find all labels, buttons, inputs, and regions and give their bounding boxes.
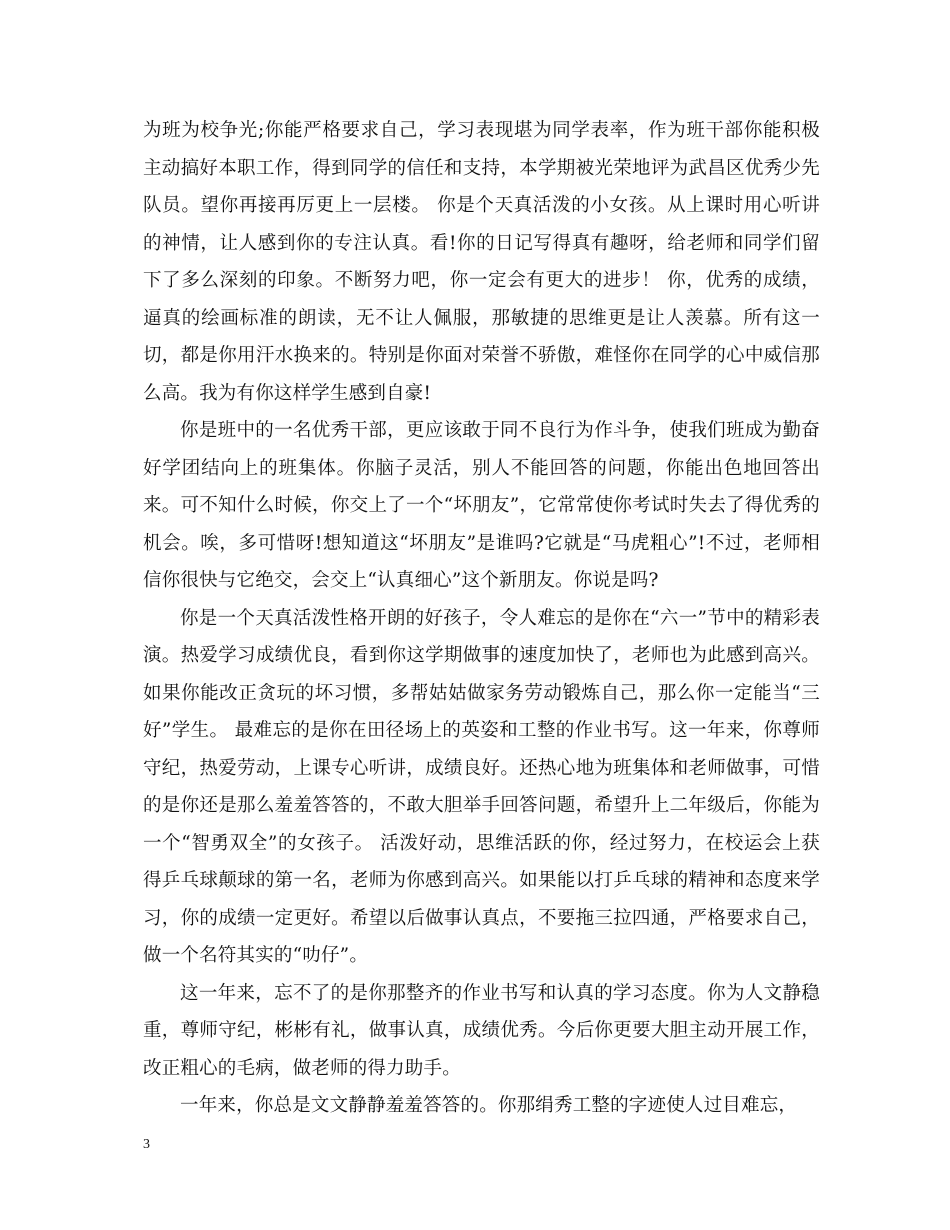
paragraph-2: 你是班中的一名优秀干部，更应该敢于同不良行为作斗争，使我们班成为勤奋好学团结向上的班集体。你脑子灵活，别人不能回答的问题，你能出色地回答出来。可不知什么时候，你交上了一个“坏朋友”，它常常使你考试时失去了得优秀的机会。唉，多可惜呀!想知道这“坏朋友”是谁吗?它就是“马虎粗心”!不过，老师相信你很快与它绝交，会交上“认真细心”这个新朋友。你说是吗?	[143, 420, 820, 591]
page-number: 3	[143, 1137, 150, 1152]
body-text	[143, 112, 820, 1125]
paragraph-3: 你是一个天真活泼性格开朗的好孩子，令人难忘的是你在“六一”节中的精彩表演。热爱学习成绩优良，看到你这学期做事的速度加快了，老师也为此感到高兴。如果你能改正贪玩的坏习惯，多帮姑姑做家务劳动锻炼自己，那么你一定能当“三好”学生。 最难忘的是你在田径场上的英姿和工整的作业书写。这一年来，你尊师守纪，热爱劳动，上课专心听讲，成绩良好。还热心地为班集体和老师做事，可惜的是你还是那么羞羞答答的，不敢大胆举手回答问题，希望升上二年级后，你能为一个“智勇双全”的女孩子。 活泼好动，思维活跃的你，经过努力，在校运会上获得乒乓球颠球的第一名，老师为你感到高兴。如果能以打乒乓球的精神和态度来学习，你的成绩一定更好。希望以后做事认真点，不要拖三拉四通，严格要求自己，做一个名符其实的“叻仔”。	[143, 607, 820, 966]
paragraph-4: 这一年来，忘不了的是你那整齐的作业书写和认真的学习态度。你为人文静稳重，尊师守纪，彬彬有礼，做事认真，成绩优秀。今后你更要大胆主动开展工作，改正粗心的毛病，做老师的得力助手。	[143, 982, 820, 1079]
paragraph-1: 为班为校争光;你能严格要求自己，学习表现堪为同学表率，作为班干部你能积极主动搞好本职工作，得到同学的信任和支持，本学期被光荣地评为武昌区优秀少先队员。望你再接再厉更上一层楼。 你是个天真活泼的小女孩。从上课时用心听讲的神情，让人感到你的专注认真。看!你的日记写得真有趣呀，给老师和同学们留下了多么深刻的印象。不断努力吧，你一定会有更大的进步！ 你，优秀的成绩，逼真的绘画标准的朗读，无不让人佩服，那敏捷的思维更是让人羡慕。所有这一切，都是你用汗水换来的。特别是你面对荣誉不骄傲，难怪你在同学的心中威信那么高。我为有你这样学生感到自豪!	[143, 120, 820, 404]
paragraph-5: 一年来，你总是文文静静羞羞答答的。你那绢秀工整的字迹使人过目难忘，	[180, 1095, 798, 1116]
